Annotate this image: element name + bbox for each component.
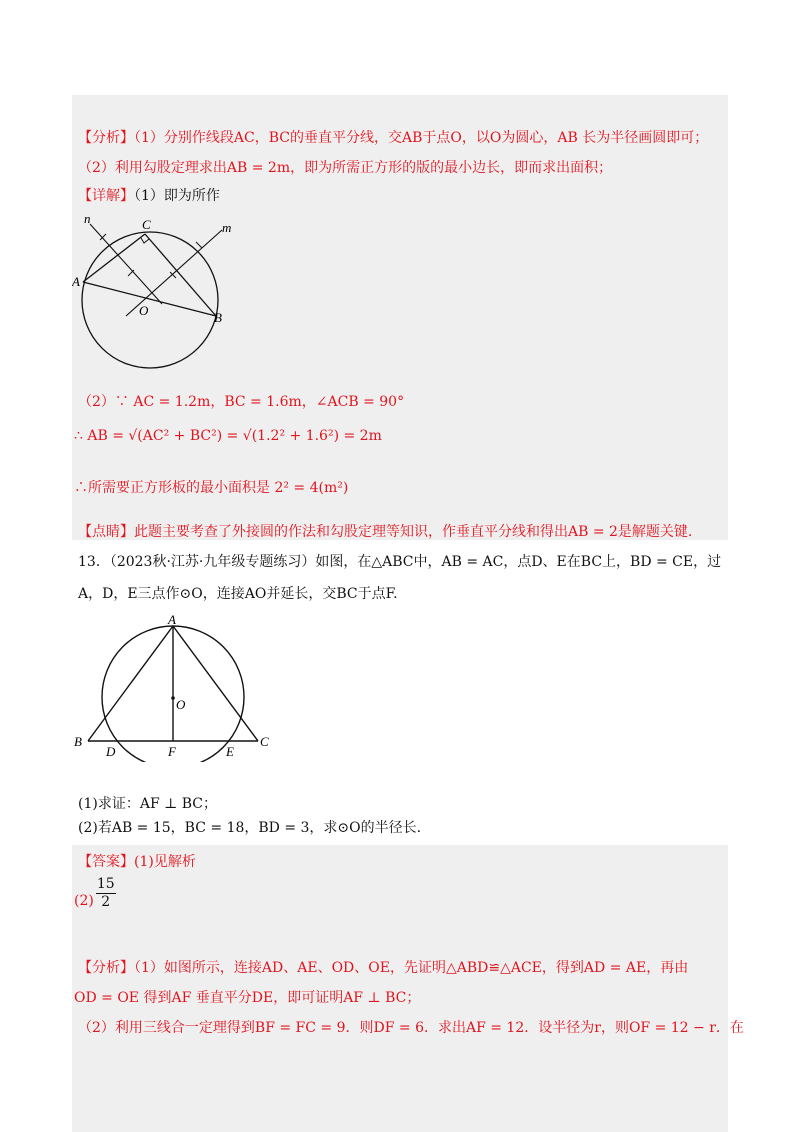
label-D: D	[106, 744, 116, 759]
analysis-text: （1）分别作线段AC，BC的垂直平分线，交AB于点O，以O为圆心，AB 长为半径画圆即可；	[134, 130, 709, 146]
analysis-13-tag: 【分析】	[78, 960, 134, 976]
detail-line-2: （2）∵ AC = 1.2m，BC = 1.6m，∠ACB = 90°	[78, 394, 405, 410]
triangle-circle-figure	[72, 612, 282, 762]
detail-line-4: ∴所需要正方形板的最小面积是 2² = 4(m²)	[74, 480, 349, 496]
answer-line-1	[78, 852, 196, 872]
analysis-tag: 【分析】	[78, 130, 134, 146]
label-O: O	[139, 303, 149, 318]
detail-line-3: ∴ AB = √(AC² + BC²) = √(1.2² + 1.6²) = 2m	[74, 428, 382, 444]
answer-2-prefix: (2)	[74, 892, 94, 909]
answer-2-fraction	[96, 876, 116, 911]
problem-13-line-1: 13．（2023秋·江苏·九年级专题练习）如图，在△ABC中，AB = AC，点D、E在BC上，BD = CE，过	[78, 554, 722, 570]
analysis-13-line-2: OD = OE 得到AF 垂直平分DE，即可证明AF ⊥ BC；	[74, 990, 421, 1006]
fraction-numerator: 15	[96, 876, 115, 892]
label-E: E	[226, 744, 234, 759]
detail-line-1	[78, 186, 220, 206]
detail-tag: 【详解】	[78, 188, 134, 204]
label-C: C	[142, 217, 151, 232]
question-2: (2)若AB = 15，BC = 18，BD = 3，求⊙O的半径长.	[78, 820, 422, 836]
comment-tag: 【点睛】	[78, 524, 134, 540]
label-A: A	[72, 274, 80, 289]
label-O: O	[176, 697, 186, 712]
analysis-13-line-1	[78, 958, 688, 978]
answer-tag: 【答案】	[78, 854, 134, 870]
comment-line	[78, 522, 692, 542]
answer-line-2	[74, 876, 116, 911]
analysis-13-line-3: （2）利用三线合一定理得到BF = FC = 9．则DF = 6．求出AF = 12．设半径为r，则OF = 12 − r．在	[78, 1020, 744, 1036]
label-C: C	[260, 734, 269, 749]
comment-text: 此题主要考查了外接圆的作法和勾股定理等知识，作垂直平分线和得出AB = 2是解题关键.	[134, 524, 693, 540]
label-n: n	[84, 212, 91, 226]
problem-13-line-2: A，D，E三点作⊙O，连接AO并延长，交BC于点F.	[78, 586, 398, 602]
analysis-line-2: （2）利用勾股定理求出AB = 2m，即为所需正方形的版的最小边长，即而求出面积；	[78, 160, 613, 176]
label-m: m	[222, 220, 232, 235]
fraction-denominator: 2	[101, 894, 111, 910]
label-A: A	[168, 612, 176, 627]
label-F: F	[168, 744, 176, 759]
detail-text: （1）即为所作	[134, 188, 220, 204]
analysis-line-1	[78, 128, 708, 148]
question-1: (1)求证：AF ⊥ BC；	[78, 796, 217, 812]
answer-1: (1)见解析	[134, 854, 196, 870]
analysis-13-text: （1）如图所示，连接AD、AE、OD、OE，先证明△ABD≌△ACE，得到AD = AE，再由	[134, 960, 689, 976]
label-B: B	[214, 310, 222, 325]
label-B: B	[74, 734, 82, 749]
construction-figure	[72, 212, 232, 372]
